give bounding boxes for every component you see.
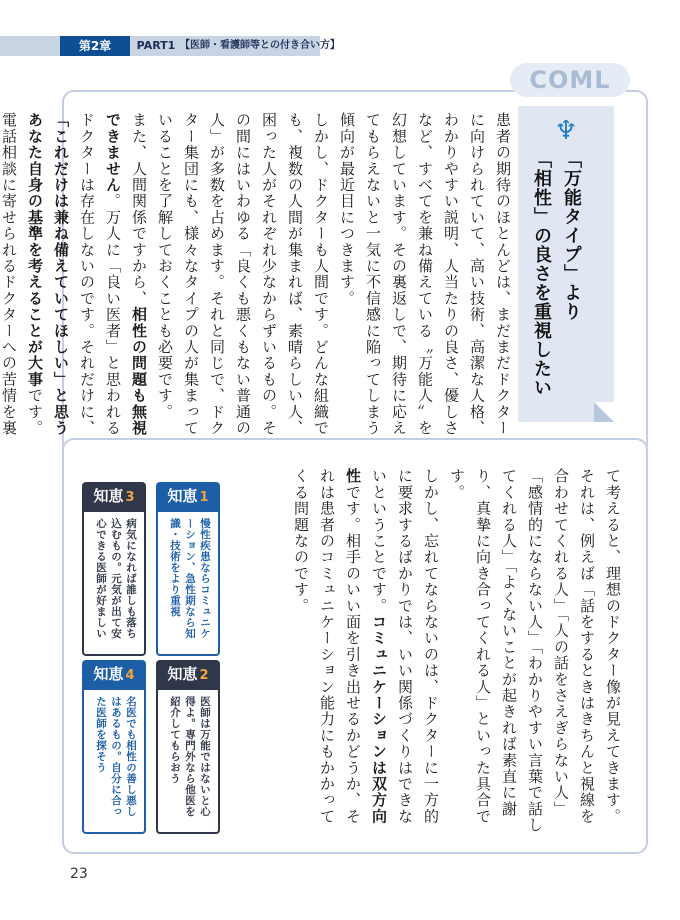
wisdom-number: 1	[199, 490, 209, 505]
wisdom-label	[156, 660, 220, 688]
emphasis-text: コミュニケーションは双方向性	[344, 468, 388, 825]
wisdom-text: 慢性疾患ならコミュニケーション、急性期なら知識・技術をより重視	[169, 518, 211, 639]
paragraph-2	[152, 112, 334, 442]
wisdom-label-text: 知恵	[93, 665, 124, 683]
page-header	[0, 0, 680, 58]
wisdom-label-text: 知恵	[167, 487, 198, 505]
paragraph-6	[288, 468, 444, 838]
section-title-line2: 「相性」の良さを重視したい	[531, 150, 552, 397]
lower-body-text	[286, 468, 626, 838]
section-title-line1: 「万能タイプ」より	[561, 150, 582, 321]
text-run: 。万人に「良い医者」と思われるドクターは存在しないのです。それだけに、	[78, 112, 122, 436]
wisdom-label	[82, 482, 146, 510]
wisdom-body	[156, 510, 220, 656]
wisdom-box-4	[82, 660, 146, 832]
wisdom-text: 医師は万能ではないと心得よ。専門外なら他医を紹介してもらおう	[169, 696, 211, 817]
corner-fold	[594, 402, 614, 422]
wisdom-label-text: 知恵	[93, 487, 124, 505]
paragraph-4	[0, 112, 22, 442]
wisdom-box-1	[156, 482, 220, 654]
text-run: 患者の期待のほとんどは、まだまだドクターに向けられていて、高い技術、高潔な人格、わかりやすい説明、人当たりの良さ、優しさなど、すべてを兼ね備えている〝万能人〟を幻想しています。その裏返しで、期待に応えてもらえないと一気に不信感に陥ってしまう傾向が最近目につきます。	[338, 112, 512, 436]
wisdom-number: 4	[125, 668, 135, 683]
coml-logo: COML	[510, 63, 630, 97]
wisdom-label-text: 知恵	[167, 665, 198, 683]
wisdom-body	[82, 688, 146, 834]
text-run: 電話相談に寄せられるドクターへの苦情を裏	[0, 112, 18, 436]
paragraph-5	[444, 468, 626, 838]
sprout-icon: ♆	[554, 116, 578, 146]
part-label: PART1	[136, 39, 176, 52]
upper-body-text	[0, 112, 516, 442]
section-title-box	[518, 106, 614, 422]
emphasis-text: 相性の問題も無視できません	[104, 112, 148, 437]
wisdom-number: 2	[199, 668, 209, 683]
wisdom-label	[156, 482, 220, 510]
wisdom-number: 3	[125, 490, 135, 505]
wisdom-body	[82, 510, 146, 656]
wisdom-text: 病気になれば誰しも落ち込むもの。元気が出て安心できる医師が好ましい	[95, 518, 137, 639]
section-subtitle: 【 医師・看護師等との付き合い方 】	[180, 36, 320, 56]
wisdom-body	[156, 688, 220, 834]
wisdom-box-3	[82, 482, 146, 654]
wisdom-label	[82, 660, 146, 688]
section-title	[526, 150, 586, 412]
paragraph-1	[334, 112, 516, 442]
text-run: です。	[26, 387, 44, 437]
text-run: しかし、ドクターも人間です。どんな組織でも、複数の人間が集まれば、素晴らしい人、困った人がそれぞれ少なからずいるもの。その間にはいわゆる「良くも悪くもない普通の人」が多数を占めます。それと同じで、ドクター集団にも、様々なタイプの人が集まっていることを了解しておくことも必要です。	[156, 112, 330, 436]
text-run: て考えると、理想のドクター像が見えてきます。それは、例えば「話をするときはきちんと視線を合わせてくれる人」「人の話をさえぎらない人」「感情的にならない人」「わかりやすい言葉で話してくれる人」「よくないことが起きれば素直に謝り、真摯に向き合ってくれる人」といった具合です。	[448, 468, 622, 834]
emphasis-text: 「これだけは兼ね備えていてほしい」と思うあなた自身の基準を考えることが大事	[26, 112, 70, 436]
paragraph-3	[22, 112, 152, 442]
wisdom-box-2	[156, 660, 220, 832]
page-number: 23	[70, 866, 88, 882]
chapter-label: 第2章	[60, 36, 130, 56]
text-run: です。相手のいい面を引き出せるかどうか、それは患者のコミュニケーション能力にもかかってくる問題なのです。	[292, 468, 362, 825]
wisdom-text: 名医でも相性の善し悪しはあるもの。自分に合った医師を探そう	[95, 696, 137, 817]
text-run: しかし、忘れてならないのは、ドクターに一方的に要求するばかりでは、いい関係づくりはできないということです。	[370, 468, 440, 825]
text-run: また、人間関係ですから、	[130, 112, 148, 307]
